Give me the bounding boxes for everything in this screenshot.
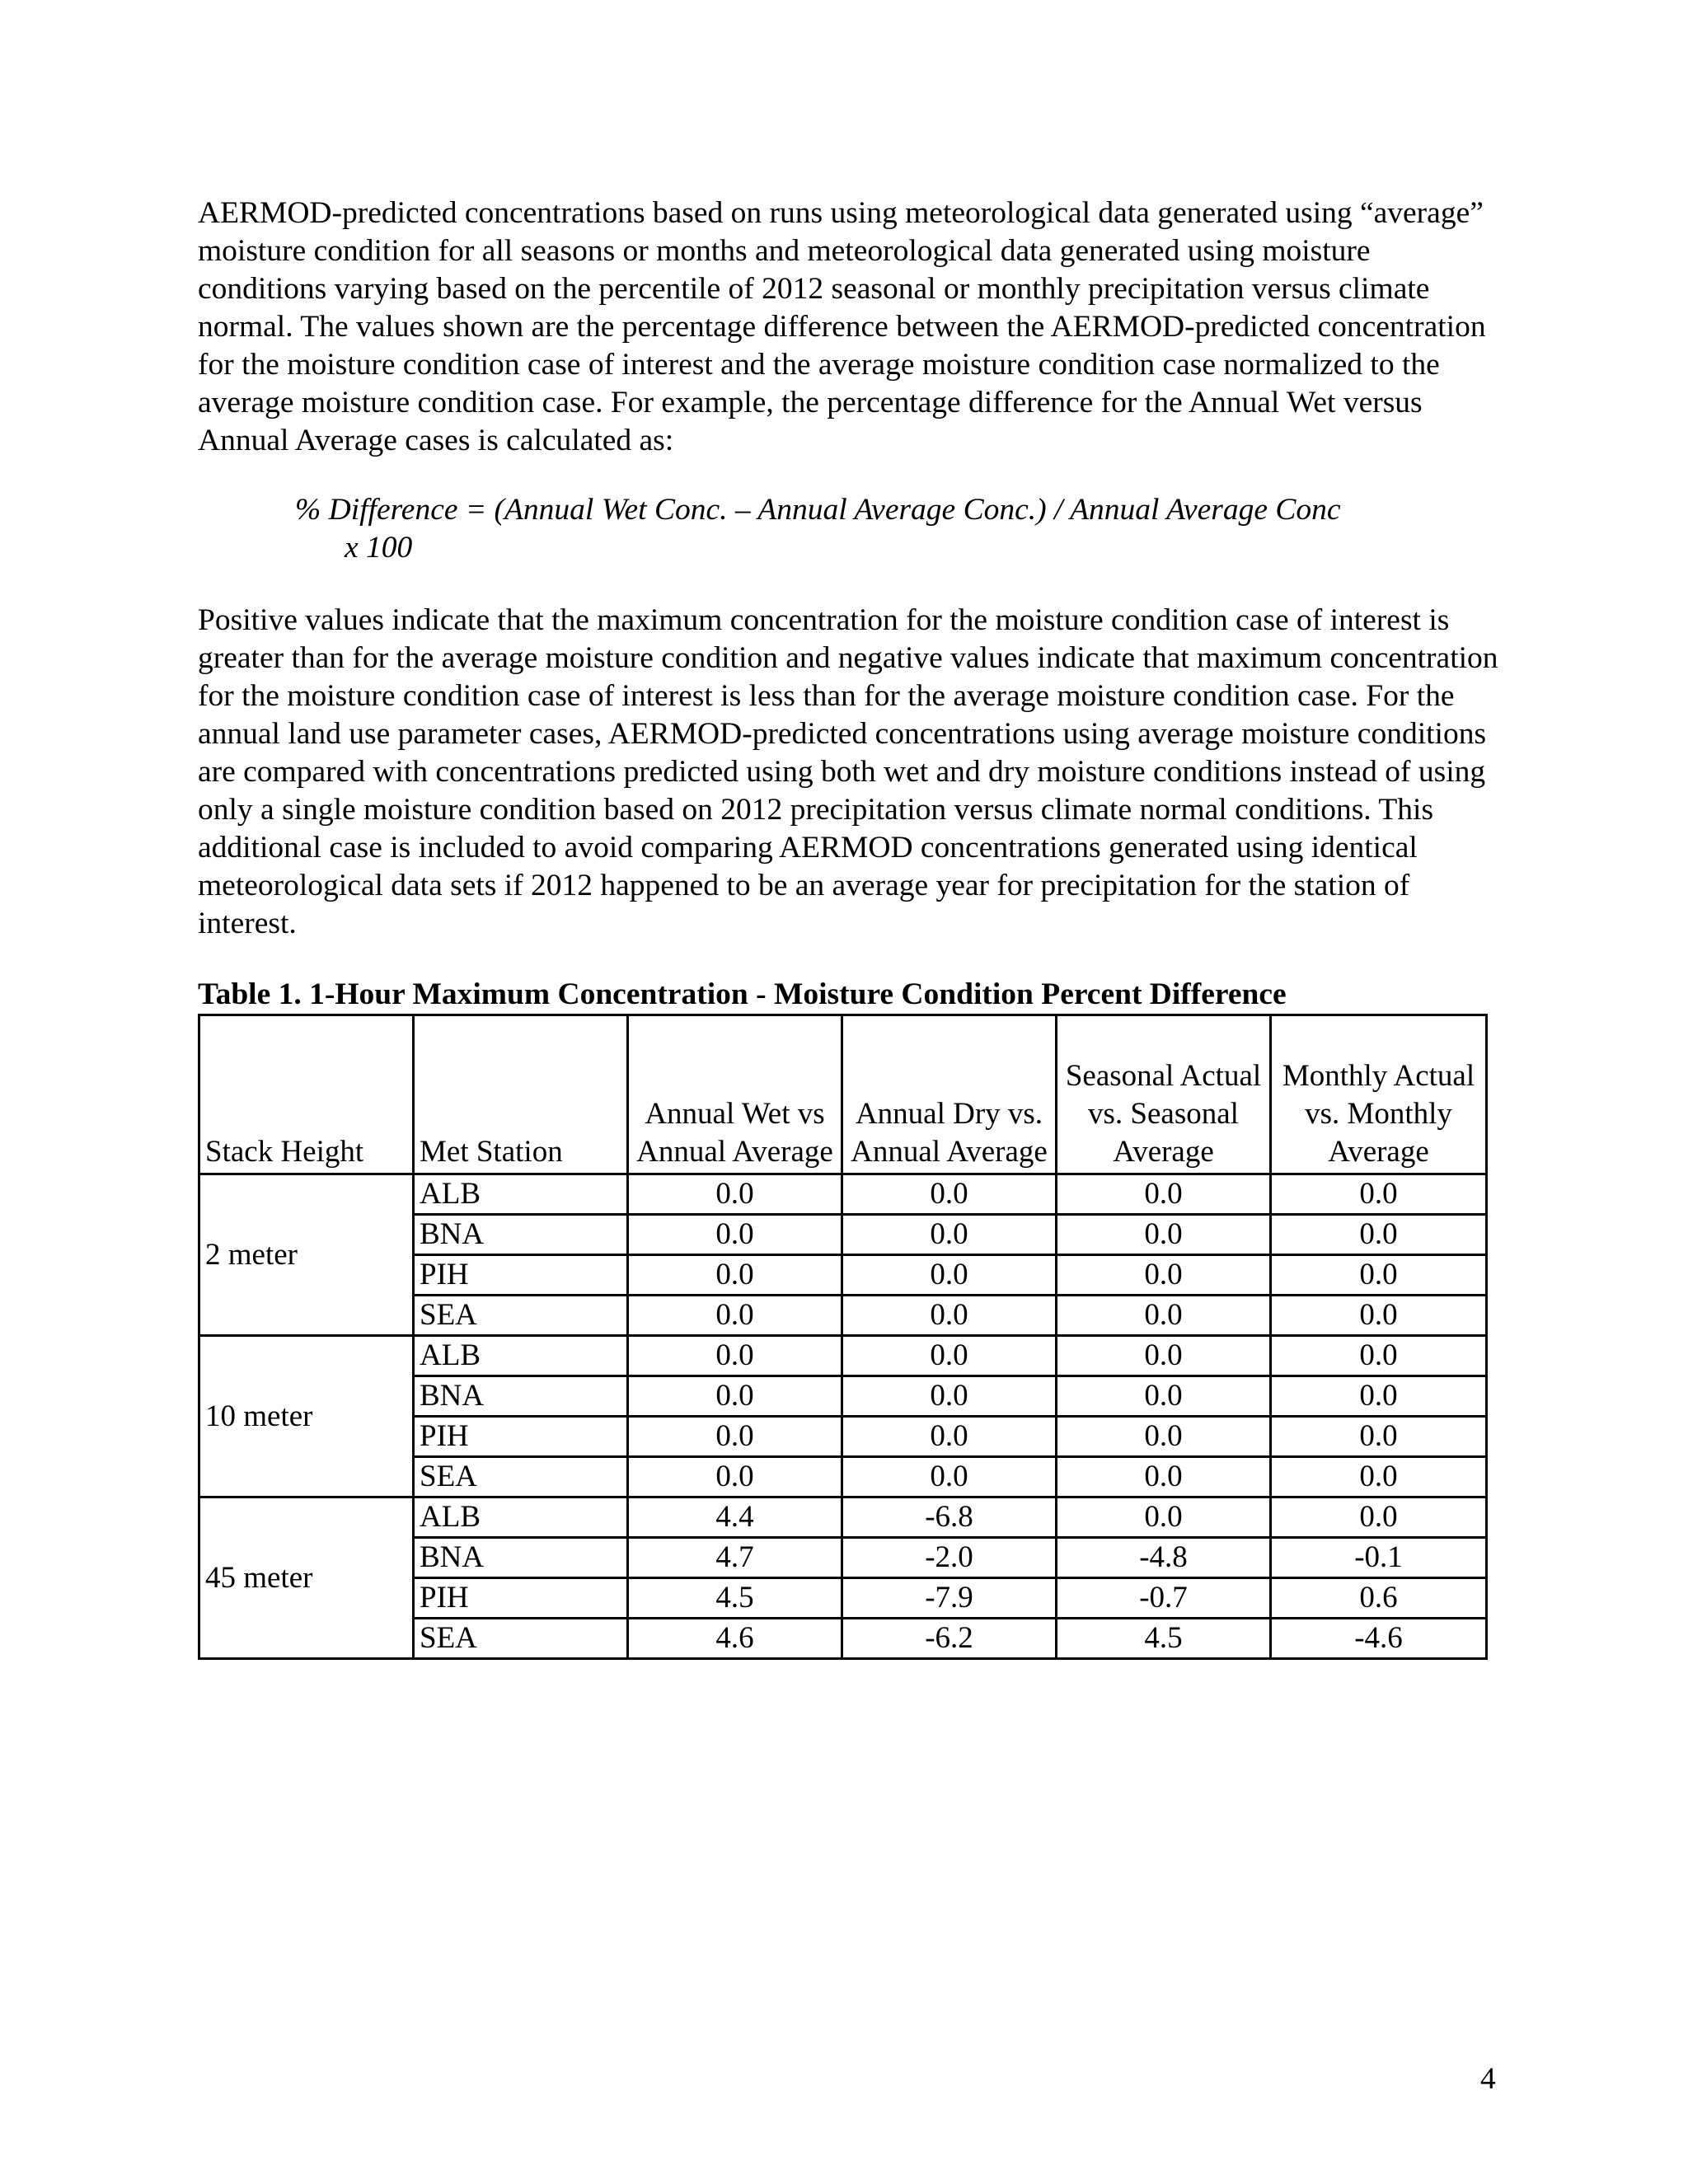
header-seasonal: Seasonal Actual vs. Seasonal Average [1057, 1015, 1271, 1174]
annual-wet-cell: 0.0 [628, 1215, 842, 1255]
page-content [198, 194, 1500, 1660]
explanation-paragraph: Positive values indicate that the maximum concentration for the moisture condition case of interest is greater than for the average moisture condition and negative values indicate that maximum concentration for the moisture condition case of interest is less than for the average moisture condition case. For the annual land use parameter cases, AERMOD-predicted concentrations using average moisture conditions are compared with concentrations predicted using both wet and dry moisture conditions instead of using only a single moisture condition based on 2012 precipitation versus climate normal conditions. This additional case is included to avoid comparing AERMOD concentrations generated using identical meteorological data sets if 2012 happened to be an average year for precipitation for the station of interest. [198, 603, 1498, 940]
annual-wet-cell: 0.0 [628, 1417, 842, 1457]
seasonal-cell: 0.0 [1057, 1296, 1271, 1336]
annual-wet-cell: 0.0 [628, 1336, 842, 1376]
station-cell: BNA [414, 1215, 628, 1255]
seasonal-cell: 0.0 [1057, 1376, 1271, 1417]
annual-wet-cell: 0.0 [628, 1457, 842, 1497]
moisture-difference-table [198, 1014, 1488, 1660]
annual-dry-cell: 0.0 [842, 1457, 1057, 1497]
monthly-cell: 0.0 [1271, 1336, 1487, 1376]
seasonal-cell: 4.5 [1057, 1619, 1271, 1659]
table-body [199, 1174, 1487, 1659]
page-number: 4 [1480, 2062, 1496, 2096]
seasonal-cell: 0.0 [1057, 1417, 1271, 1457]
annual-wet-cell: 4.7 [628, 1538, 842, 1578]
monthly-cell: 0.0 [1271, 1376, 1487, 1417]
station-cell: BNA [414, 1538, 628, 1578]
header-annual-dry: Annual Dry vs. Annual Average [842, 1015, 1057, 1174]
seasonal-cell: 0.0 [1057, 1497, 1271, 1538]
annual-wet-cell: 4.6 [628, 1619, 842, 1659]
seasonal-cell: -0.7 [1057, 1578, 1271, 1619]
annual-dry-cell: 0.0 [842, 1376, 1057, 1417]
seasonal-cell: 0.0 [1057, 1336, 1271, 1376]
annual-dry-cell: 0.0 [842, 1417, 1057, 1457]
monthly-cell: 0.0 [1271, 1215, 1487, 1255]
header-annual-wet: Annual Wet vs Annual Average [628, 1015, 842, 1174]
table-header-row [199, 1015, 1487, 1174]
station-cell: SEA [414, 1296, 628, 1336]
station-cell: PIH [414, 1578, 628, 1619]
formula-line-2: x 100 [345, 531, 413, 565]
annual-wet-cell: 0.0 [628, 1174, 842, 1215]
annual-wet-cell: 0.0 [628, 1296, 842, 1336]
header-met-station: Met Station [414, 1015, 628, 1174]
annual-wet-cell: 0.0 [628, 1376, 842, 1417]
monthly-cell: -4.6 [1271, 1619, 1487, 1659]
header-stack-height: Stack Height [199, 1015, 414, 1174]
annual-dry-cell: -7.9 [842, 1578, 1057, 1619]
annual-wet-cell: 0.0 [628, 1255, 842, 1296]
monthly-cell: 0.0 [1271, 1497, 1487, 1538]
table-row [199, 1336, 1487, 1376]
annual-dry-cell: 0.0 [842, 1336, 1057, 1376]
table-row [199, 1174, 1487, 1215]
stack-height-cell: 2 meter [199, 1174, 414, 1336]
annual-dry-cell: 0.0 [842, 1255, 1057, 1296]
annual-dry-cell: -6.2 [842, 1619, 1057, 1659]
monthly-cell: 0.6 [1271, 1578, 1487, 1619]
annual-dry-cell: -6.8 [842, 1497, 1057, 1538]
station-cell: ALB [414, 1174, 628, 1215]
seasonal-cell: 0.0 [1057, 1215, 1271, 1255]
percent-difference-formula [295, 491, 1500, 567]
monthly-cell: 0.0 [1271, 1296, 1487, 1336]
annual-wet-cell: 4.5 [628, 1578, 842, 1619]
annual-wet-cell: 4.4 [628, 1497, 842, 1538]
monthly-cell: 0.0 [1271, 1255, 1487, 1296]
seasonal-cell: 0.0 [1057, 1174, 1271, 1215]
seasonal-cell: -4.8 [1057, 1538, 1271, 1578]
monthly-cell: 0.0 [1271, 1417, 1487, 1457]
seasonal-cell: 0.0 [1057, 1457, 1271, 1497]
seasonal-cell: 0.0 [1057, 1255, 1271, 1296]
monthly-cell: -0.1 [1271, 1538, 1487, 1578]
monthly-cell: 0.0 [1271, 1457, 1487, 1497]
annual-dry-cell: 0.0 [842, 1215, 1057, 1255]
station-cell: SEA [414, 1619, 628, 1659]
station-cell: PIH [414, 1255, 628, 1296]
stack-height-cell: 45 meter [199, 1497, 414, 1659]
table-title: Table 1. 1-Hour Maximum Concentration - Moisture Condition Percent Difference [198, 977, 1287, 1011]
annual-dry-cell: 0.0 [842, 1174, 1057, 1215]
intro-paragraph: AERMOD-predicted concentrations based on runs using meteorological data generated using “average” moisture condition for all seasons or months and meteorological data generated using moisture conditions varying based on the percentile of 2012 seasonal or monthly precipitation versus climate normal. The values shown are the percentage difference between the AERMOD-predicted concentration for the moisture condition case of interest and the average moisture condition case normalized to the average moisture condition case. For example, the percentage difference for the Annual Wet versus Annual Average cases is calculated as: [198, 196, 1486, 457]
station-cell: ALB [414, 1336, 628, 1376]
header-monthly: Monthly Actual vs. Monthly Average [1271, 1015, 1487, 1174]
station-cell: BNA [414, 1376, 628, 1417]
monthly-cell: 0.0 [1271, 1174, 1487, 1215]
station-cell: PIH [414, 1417, 628, 1457]
annual-dry-cell: -2.0 [842, 1538, 1057, 1578]
stack-height-cell: 10 meter [199, 1336, 414, 1497]
table-row [199, 1497, 1487, 1538]
formula-line-1: % Difference = (Annual Wet Conc. – Annual Average Conc.) / Annual Average Conc [295, 493, 1341, 527]
station-cell: ALB [414, 1497, 628, 1538]
station-cell: SEA [414, 1457, 628, 1497]
annual-dry-cell: 0.0 [842, 1296, 1057, 1336]
